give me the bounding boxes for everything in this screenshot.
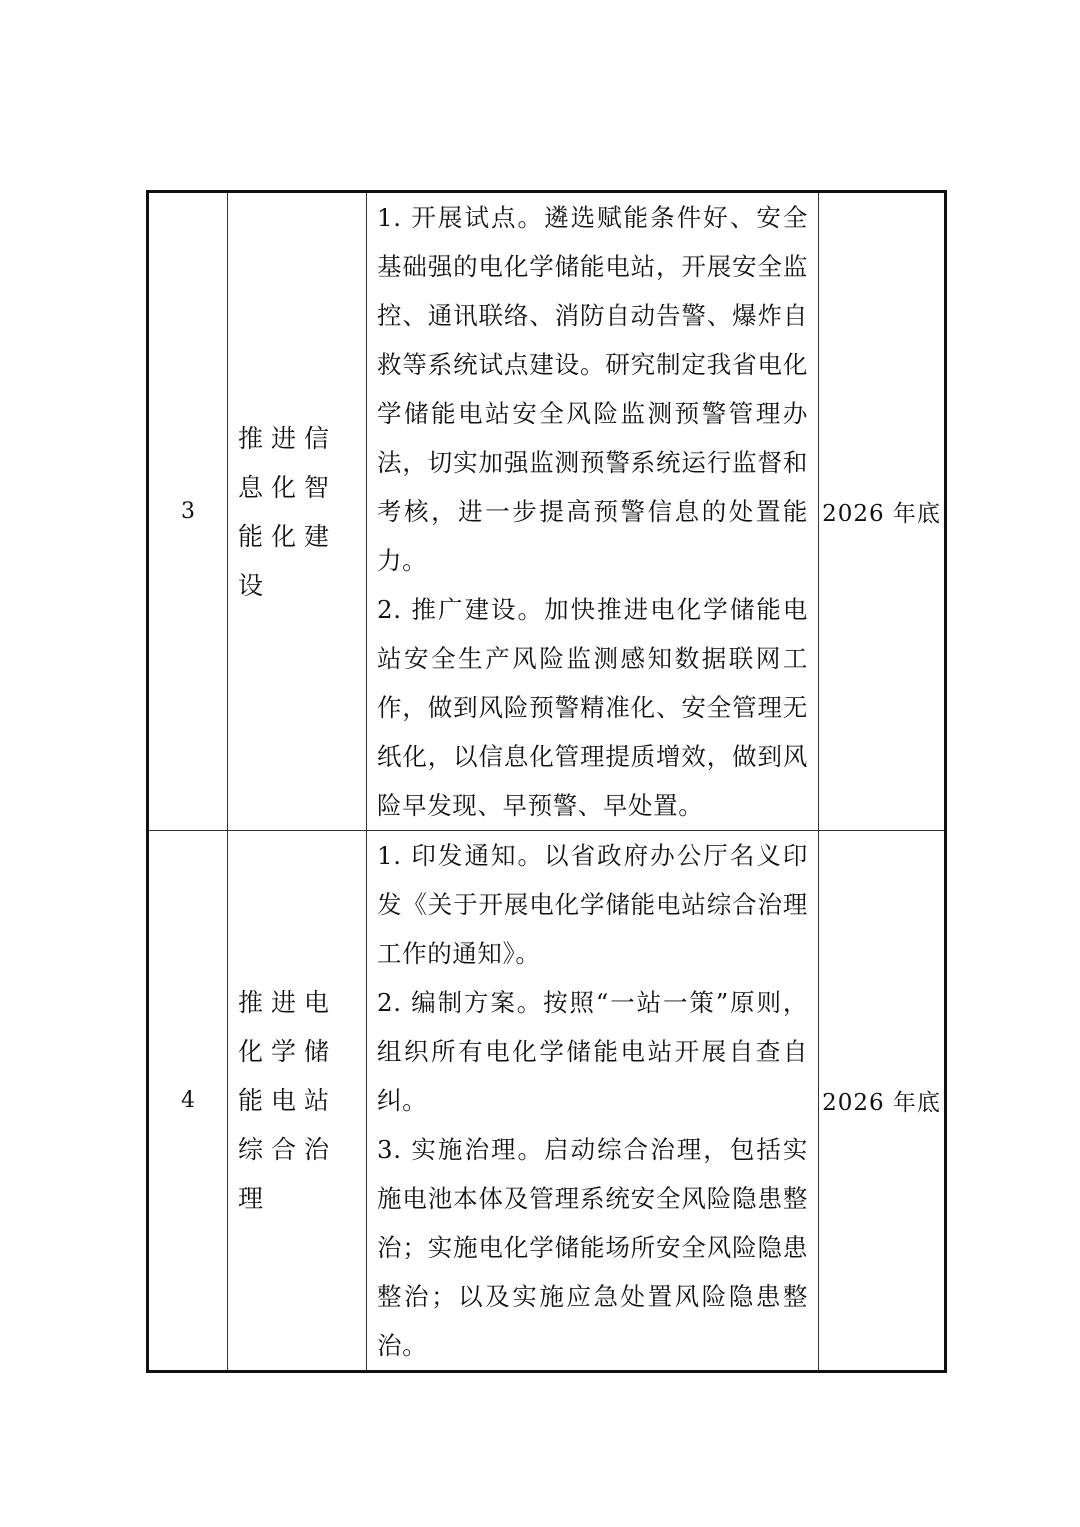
content-item: 2. 编制方案。按照“一站一策”原则，组织所有电化学储能电站开展自查自纠。 xyxy=(377,988,808,1115)
row-number: 4 xyxy=(148,831,228,1372)
content-item: 3. 实施治理。启动综合治理，包括实施电池本体及管理系统安全风险隐患整治；实施电化学储能场所安全风险隐患整治；以及实施应急处置风险隐患整治。 xyxy=(377,1135,808,1360)
row-number: 3 xyxy=(148,192,228,831)
deadline: 2026 年底 xyxy=(819,831,946,1372)
table-row xyxy=(148,192,946,831)
task-content xyxy=(367,831,819,1372)
task-content xyxy=(367,192,819,831)
content-item: 1. 开展试点。遴选赋能条件好、安全基础强的电化学储能电站，开展安全监控、通讯联络、消防自动告警、爆炸自救等系统试点建设。研究制定我省电化学储能电站安全风险监测预警管理办法，切实加强监测预警系统运行监督和考核，进一步提高预警信息的处置能力。 xyxy=(377,203,808,575)
task-name: 推进电化学储能电站综合治理 xyxy=(228,831,367,1372)
deadline: 2026 年底 xyxy=(819,192,946,831)
content-item: 2. 推广建设。加快推进电化学储能电站安全生产风险监测感知数据联网工作，做到风险预警精准化、安全管理无纸化，以信息化管理提质增效，做到风险早发现、早预警、早处置。 xyxy=(377,595,808,820)
task-table xyxy=(146,190,947,1373)
content-item: 1. 印发通知。以省政府办公厅名义印发《关于开展电化学储能电站综合治理工作的通知》。 xyxy=(377,841,808,968)
table-row xyxy=(148,831,946,1372)
task-name: 推进信息化智能化建设 xyxy=(228,192,367,831)
